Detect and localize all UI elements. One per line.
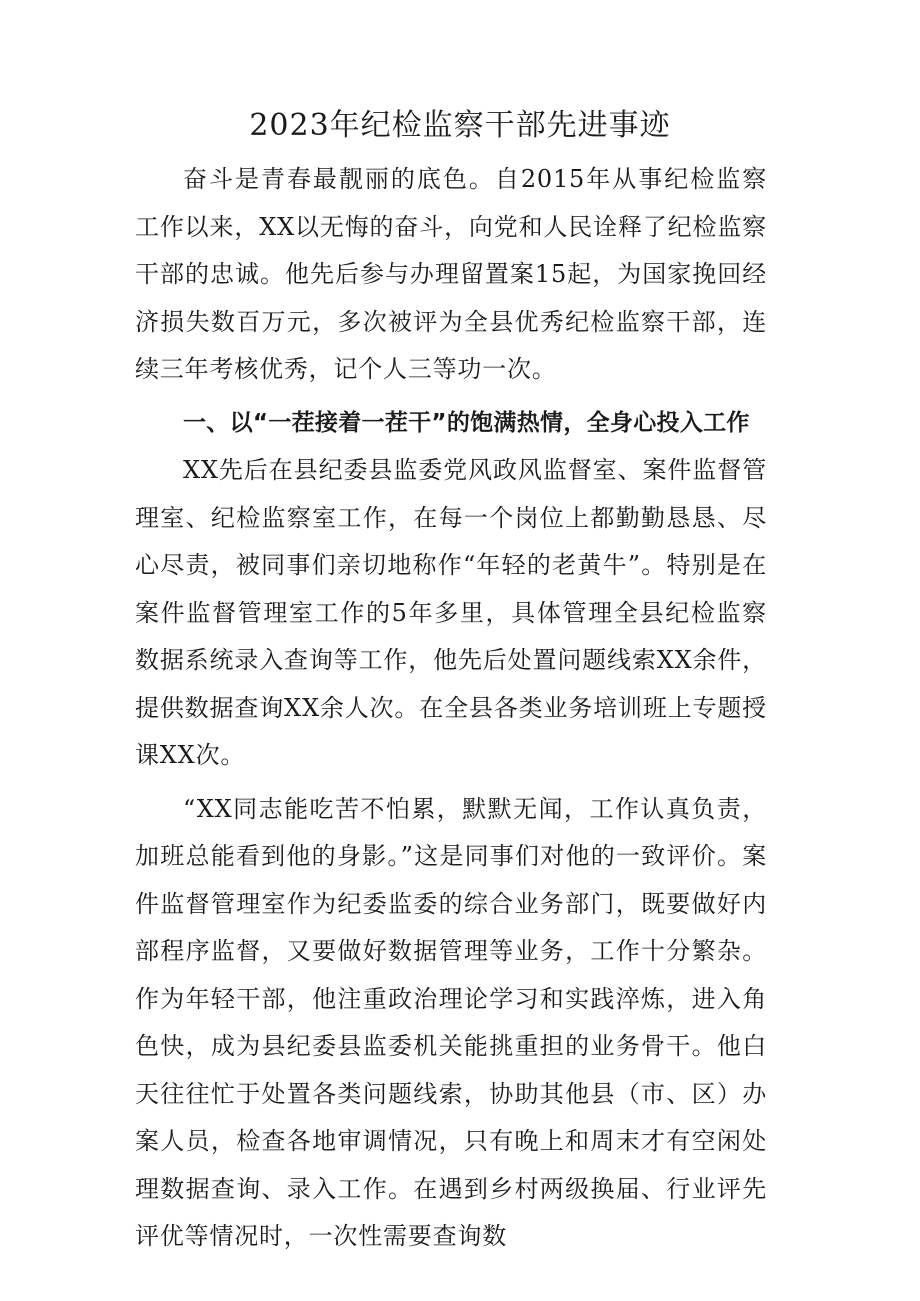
- document-title: 2023年纪检监察干部先进事迹: [249, 108, 671, 143]
- document-body: [135, 156, 767, 1261]
- paragraph-colleague-evaluation: “XX同志能吃苦不怕累，默默无闻，工作认真负责，加班总能看到他的身影。”这是同事们对他的一致评价。案件监督管理室作为纪委监委的综合业务部门，既要做好内部程序监督，又要做好数据管理等业务，工作十分繁杂。作为年轻干部，他注重政治理论学习和实践淬炼，进入角色快，成为县纪委县监委机关能挑重担的业务骨干。他白天往往忙于处置各类问题线索，协助其他县（市、区）办案人员，检查各地审调情况，只有晚上和周末才有空闲处理数据查询、录入工作。在遇到乡村两级换届、行业评先评优等情况时，一次性需要查询数: [135, 794, 767, 1250]
- paragraph-intro: 奋斗是青春最靓丽的底色。自2015年从事纪检监察工作以来，XX以无悔的奋斗，向党和人民诠释了纪检监察干部的忠诚。他先后参与办理留置案15起，为国家挽回经济损失数百万元，多次被评为全县优秀纪检监察干部，连续三年考核优秀，记个人三等功一次。: [135, 165, 767, 383]
- paragraph-work-history: XX先后在县纪委县监委党风政风监督室、案件监督管理室、纪检监察室工作，在每一个岗位上都勤勤恳恳、尽心尽责，被同事们亲切地称作“年轻的老黄牛”。特别是在案件监督管理室工作的5年多里，具体管理全县纪检监察数据系统录入查询等工作，他先后处置问题线索XX余件，提供数据查询XX余人次。在全县各类业务培训班上专题授课XX次。: [135, 456, 767, 769]
- section-heading-1: 一、以“一茬接着一茬干”的饱满热情，全身心投入工作: [183, 409, 750, 436]
